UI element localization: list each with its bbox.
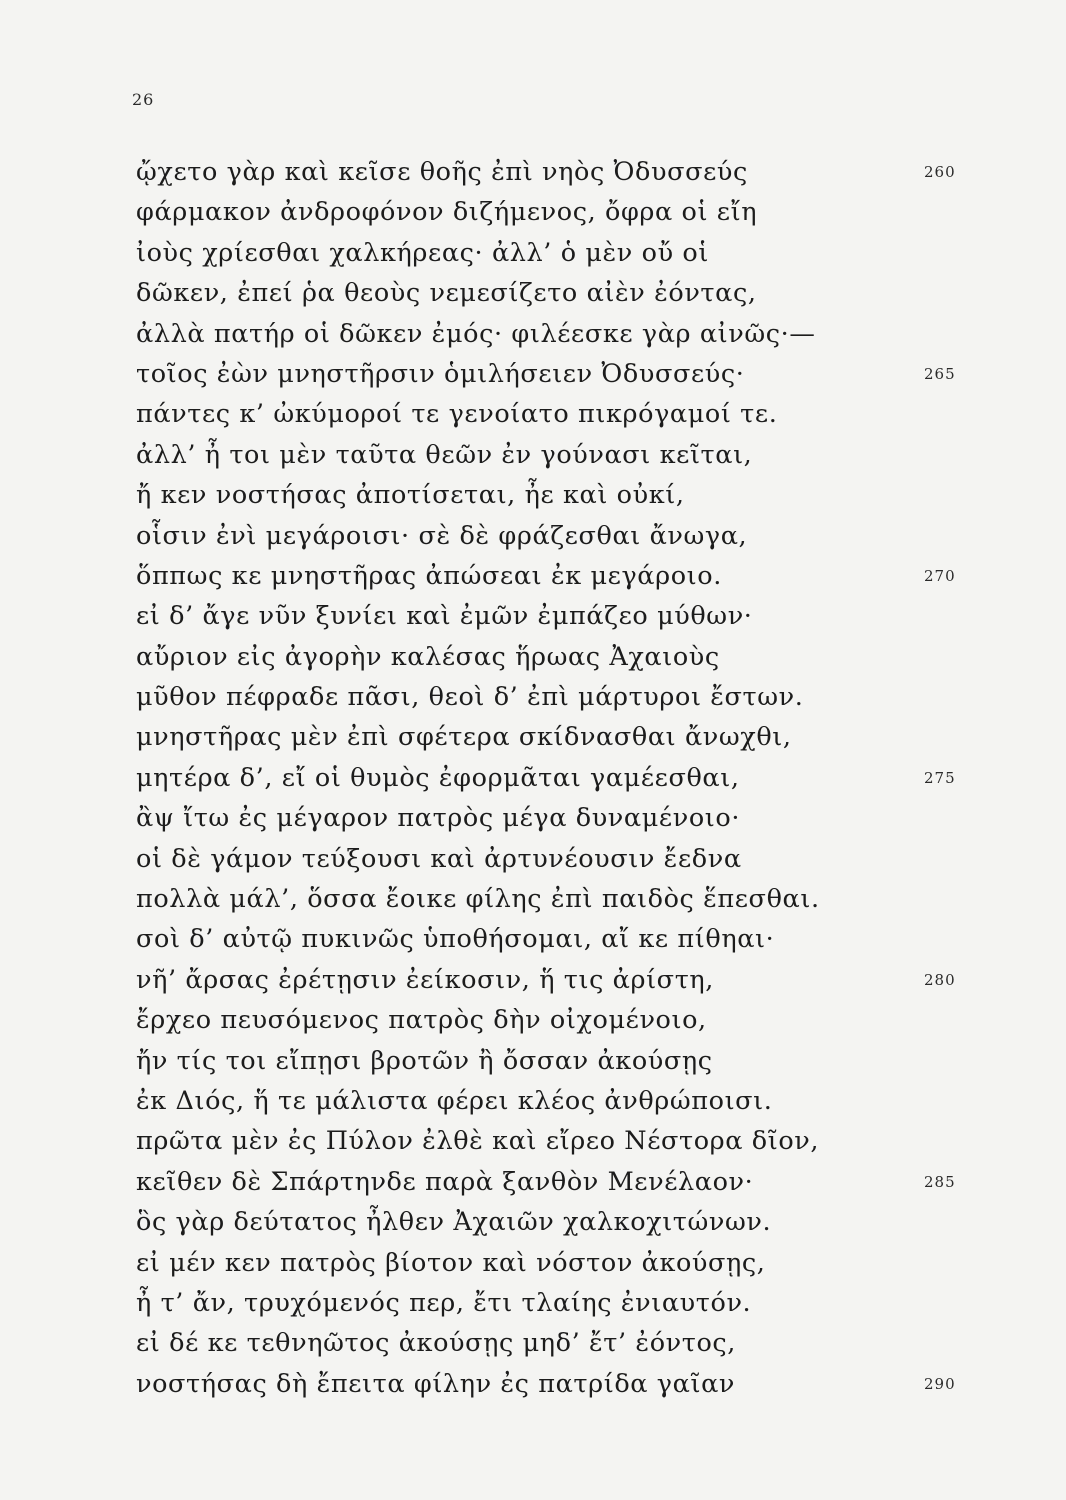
verse-line — [136, 192, 976, 232]
verse-line — [136, 596, 976, 636]
line-number: 270 — [924, 566, 956, 585]
verse-text: αὔριον εἰς ἀγορὴν καλέσας ἥρωας Ἀχαιοὺς — [136, 641, 720, 672]
verse-text: νοστήσας δὴ ἔπειτα φίλην ἐς πατρίδα γαῖαν — [136, 1368, 735, 1399]
verse-line — [136, 798, 976, 838]
verse-text: οἷσιν ἐνὶ μεγάροισι· σὲ δὲ φράζεσθαι ἄνωγα, — [136, 520, 748, 551]
verse-text: ὅππως κε μνηστῆρας ἀπώσεαι ἐκ μεγάροιο. — [136, 560, 722, 591]
verse-text: εἰ μέν κεν πατρὸς βίοτον καὶ νόστον ἀκούσῃς, — [136, 1247, 766, 1278]
verse-line — [136, 152, 976, 192]
verse-line — [136, 273, 976, 313]
verse-text: πρῶτα μὲν ἐς Πύλον ἐλθὲ καὶ εἴρεο Νέστορα δῖον, — [136, 1126, 820, 1157]
verse-line — [136, 1121, 976, 1161]
verse-line — [136, 1000, 976, 1040]
verse-line — [136, 879, 976, 919]
verse-text: πολλὰ μάλ’, ὅσσα ἔοικε φίλης ἐπὶ παιδὸς ἕπεσθαι. — [136, 884, 820, 915]
line-number: 275 — [924, 768, 956, 787]
verse-line — [136, 516, 976, 556]
verse-line — [136, 1323, 976, 1363]
verse-text: οἱ δὲ γάμον τεύξουσι καὶ ἀρτυνέουσιν ἔεδνα — [136, 843, 742, 874]
line-number: 260 — [924, 163, 956, 181]
verse-text: φάρμακον ἀνδροφόνον διζήμενος, ὄφρα οἱ εἴη — [136, 197, 758, 228]
verse-block — [136, 152, 976, 1404]
verse-text: ἀλλὰ πατήρ οἱ δῶκεν ἐμός· φιλέεσκε γὰρ αἰνῶς·— — [136, 318, 816, 349]
verse-text: κεῖθεν δὲ Σπάρτηνδε παρὰ ξανθὸν Μενέλαον· — [136, 1166, 754, 1197]
verse-line — [136, 1364, 976, 1404]
verse-text: μνηστῆρας μὲν ἐπὶ σφέτερα σκίδνασθαι ἄνωχθι, — [136, 722, 792, 753]
verse-text: ὃς γὰρ δεύτατος ἦλθεν Ἀχαιῶν χαλκοχιτώνων. — [136, 1207, 772, 1238]
verse-text: πάντες κ’ ὠκύμοροί τε γενοίατο πικρόγαμοί τε. — [136, 399, 778, 430]
line-number: 265 — [924, 364, 956, 383]
verse-text: εἰ δέ κε τεθνηῶτος ἀκούσῃς μηδ’ ἔτ’ ἐόντος, — [136, 1328, 737, 1359]
verse-line — [136, 1202, 976, 1242]
verse-text: ἰοὺς χρίεσθαι χαλκήρεας· ἀλλ’ ὁ μὲν οὔ οἱ — [136, 237, 709, 268]
verse-text: σοὶ δ’ αὐτῷ πυκινῶς ὑποθήσομαι, αἴ κε πίθηαι· — [136, 924, 775, 955]
verse-line — [136, 1162, 976, 1202]
verse-line — [136, 314, 976, 354]
verse-line — [136, 475, 976, 515]
verse-text: νῆ’ ἄρσας ἐρέτῃσιν ἐείκοσιν, ἥ τις ἀρίστη, — [136, 964, 714, 995]
verse-line — [136, 394, 976, 434]
verse-line — [136, 717, 976, 757]
line-number: 280 — [924, 970, 956, 989]
verse-line — [136, 435, 976, 475]
verse-line — [136, 354, 976, 394]
verse-line — [136, 556, 976, 596]
verse-text: ᾤχετο γὰρ καὶ κεῖσε θοῆς ἐπὶ νηὸς Ὀδυσσεύς — [136, 157, 748, 187]
line-number: 290 — [924, 1374, 956, 1393]
verse-text: ἤν τίς τοι εἴπῃσι βροτῶν ἢ ὄσσαν ἀκούσῃς — [136, 1045, 713, 1076]
verse-text: εἰ δ’ ἄγε νῦν ξυνίει καὶ ἐμῶν ἐμπάζεο μύθων· — [136, 601, 753, 632]
verse-text: ἤ κεν νοστήσας ἀποτίσεται, ἦε καὶ οὐκί, — [136, 480, 685, 511]
verse-line — [136, 637, 976, 677]
verse-line — [136, 839, 976, 879]
verse-line — [136, 758, 976, 798]
verse-line — [136, 1041, 976, 1081]
verse-text: τοῖος ἐὼν μνηστῆρσιν ὁμιλήσειεν Ὀδυσσεύς· — [136, 358, 745, 389]
verse-line — [136, 1283, 976, 1323]
verse-text: δῶκεν, ἐπεί ῥα θεοὺς νεμεσίζετο αἰὲν ἐόντας, — [136, 278, 757, 309]
verse-line — [136, 233, 976, 273]
verse-text: ἐκ Διός, ἥ τε μάλιστα φέρει κλέος ἀνθρώποισι. — [136, 1085, 773, 1116]
verse-line — [136, 1081, 976, 1121]
verse-text: ἔρχεο πευσόμενος πατρὸς δὴν οἰχομένοιο, — [136, 1005, 707, 1036]
verse-line — [136, 677, 976, 717]
verse-line — [136, 960, 976, 1000]
verse-text: μητέρα δ’, εἴ οἱ θυμὸς ἐφορμᾶται γαμέεσθαι, — [136, 762, 740, 793]
line-number: 285 — [924, 1172, 956, 1191]
page-number: 26 — [132, 90, 155, 109]
verse-text: ἦ τ’ ἄν, τρυχόμενός περ, ἔτι τλαίης ἐνιαυτόν. — [136, 1287, 752, 1318]
verse-line — [136, 1243, 976, 1283]
verse-line — [136, 919, 976, 959]
verse-text: μῦθον πέφραδε πᾶσι, θεοὶ δ’ ἐπὶ μάρτυροι ἔστων. — [136, 682, 804, 713]
verse-text: ἂψ ἴτω ἐς μέγαρον πατρὸς μέγα δυναμένοιο· — [136, 803, 741, 834]
verse-text: ἀλλ’ ἦ τοι μὲν ταῦτα θεῶν ἐν γούνασι κεῖται, — [136, 439, 753, 470]
